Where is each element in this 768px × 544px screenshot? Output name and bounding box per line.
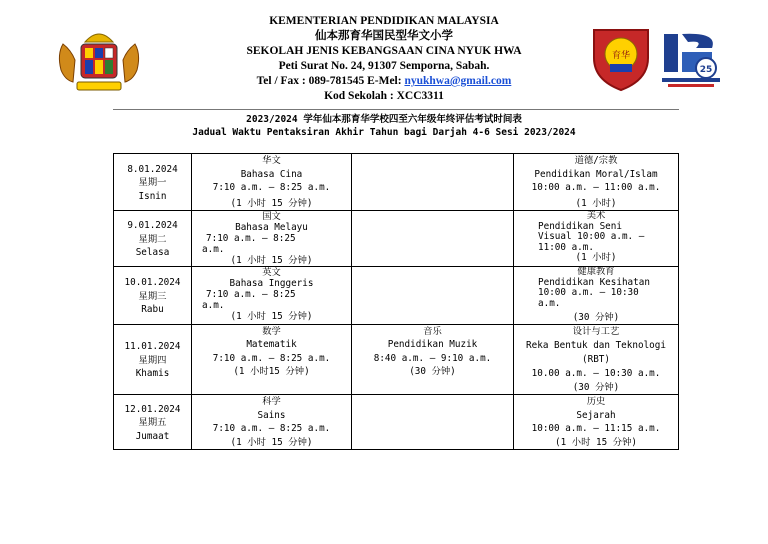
date: 11.01.2024 xyxy=(124,341,181,352)
school-name: SEKOLAH JENIS KEBANGSAAN CINA NYUK HWA xyxy=(246,45,522,57)
session-1-cell xyxy=(192,154,352,211)
day-bm: Rabu xyxy=(141,304,164,315)
subject-name: Bahasa Cina xyxy=(240,168,303,180)
session-3-cell xyxy=(514,395,679,450)
subject-time: 7:10 a.m. – 8:25 a.m. xyxy=(212,352,331,364)
subject-name: Matematik xyxy=(246,339,297,350)
session-1-cell xyxy=(192,211,352,267)
subject-time: 8:40 a.m. – 9:10 a.m. xyxy=(373,352,492,364)
day-cn: 星期二 xyxy=(138,233,167,245)
subject-cn: 科学 xyxy=(262,396,281,407)
subject-cn: 英文 xyxy=(262,267,281,278)
subject-duration: (30 分钟) xyxy=(409,366,456,377)
subject-cn: 美术 xyxy=(586,210,606,221)
subject-time-cont: a.m. xyxy=(202,244,225,255)
session-2-cell xyxy=(352,267,514,325)
subject-cn: 华文 xyxy=(262,155,281,166)
table-row xyxy=(114,395,679,450)
school-name-cn: 仙本那育华国民型华文小学 xyxy=(315,30,453,42)
subject-time-cont: a.m. xyxy=(538,297,561,309)
subject-time: 7:10 a.m. – 8:25 xyxy=(206,233,296,244)
date-cell xyxy=(114,267,192,325)
address: Peti Surat No. 24, 91307 Semporna, Sabah. xyxy=(278,60,490,72)
subject-cn: 健康教育 xyxy=(577,266,615,277)
day-bm: Isnin xyxy=(138,190,167,202)
session-3-cell xyxy=(514,154,679,211)
subject-name-cont: Visual 10:00 a.m. – xyxy=(538,231,645,242)
timetable-title xyxy=(0,113,768,139)
subject-name: Reka Bentuk dan Teknologi xyxy=(526,340,666,351)
email-link[interactable]: nyukhwa@gmail.com xyxy=(404,75,512,87)
day-cn: 星期三 xyxy=(138,290,167,302)
letterhead xyxy=(0,14,768,104)
subject-cn: 数学 xyxy=(262,325,281,337)
date-cell xyxy=(114,154,192,211)
exam-timetable xyxy=(113,153,679,450)
subject-cn: 设计与工艺 xyxy=(572,325,620,337)
subject-cn: 道德/宗教 xyxy=(574,155,618,166)
subject-name-cont: (RBT) xyxy=(582,353,610,365)
table-row xyxy=(114,267,679,325)
ministry-name: KEMENTERIAN PENDIDIKAN MALAYSIA xyxy=(269,15,499,27)
table-row xyxy=(114,324,679,395)
session-2-cell xyxy=(352,154,514,211)
session-3-cell xyxy=(514,267,679,325)
contact-prefix: Tel / Fax : 089-781545 E-Mel: xyxy=(256,75,405,87)
subject-name: Bahasa Inggeris xyxy=(229,278,314,289)
day-cn: 星期五 xyxy=(138,417,167,429)
subject-name: Pendidikan Kesihatan xyxy=(538,276,650,288)
logo-text: 25 xyxy=(699,65,713,75)
subject-duration: (1 小时) xyxy=(575,252,617,263)
day-cn: 星期四 xyxy=(138,354,167,366)
subject-name: Pendidikan Muzik xyxy=(387,339,478,350)
divider xyxy=(113,109,679,110)
subject-duration: (1 小时15 分钟) xyxy=(233,366,310,377)
subject-cn: 音乐 xyxy=(423,325,442,337)
day-bm: Khamis xyxy=(135,368,170,379)
day-bm: Jumaat xyxy=(135,430,170,442)
subject-name: Bahasa Melayu xyxy=(235,222,308,233)
school-code: Kod Sekolah : XCC3311 xyxy=(324,90,444,102)
session-2-cell xyxy=(352,324,514,395)
subject-name: Sejarah xyxy=(576,409,616,421)
contact-line xyxy=(0,74,768,89)
subject-duration: (30 分钟) xyxy=(572,312,620,323)
subject-time: 10:00 a.m. – 11:00 a.m. xyxy=(531,182,661,193)
subject-duration: (30 分钟) xyxy=(572,381,620,393)
session-1-cell xyxy=(192,324,352,395)
subject-cn: 历史 xyxy=(586,396,606,407)
subject-time: 10:00 a.m. – 11:15 a.m. xyxy=(531,423,661,434)
subject-cn: 国文 xyxy=(262,211,281,222)
subject-time: 11:00 a.m. xyxy=(538,241,594,253)
date: 9.01.2024 xyxy=(127,220,178,232)
table-row xyxy=(114,211,679,267)
session-1-cell xyxy=(192,395,352,450)
subject-time: 10:00 a.m. – 10:30 xyxy=(538,287,639,298)
title-cn: 2023/2024 学年仙本那育华学校四至六年级年终评估考试时间表 xyxy=(246,114,522,125)
day-bm: Selasa xyxy=(135,247,170,259)
subject-name: Sains xyxy=(257,409,286,421)
subject-duration: (1 小时 15 分钟) xyxy=(230,197,313,209)
subject-duration: (1 小时 15 分钟) xyxy=(230,436,313,448)
subject-name: Pendidikan Seni xyxy=(538,220,622,232)
title-bm: Jadual Waktu Pentaksiran Akhir Tahun bagi Darjah 4-6 Sesi 2023/2024 xyxy=(192,127,576,138)
date: 10.01.2024 xyxy=(124,277,181,288)
subject-duration: (1 小时) xyxy=(575,197,617,209)
date: 8.01.2024 xyxy=(127,163,178,175)
subject-time: 7:10 a.m. – 8:25 a.m. xyxy=(212,182,331,193)
session-2-cell xyxy=(352,211,514,267)
date-cell xyxy=(114,395,192,450)
day-cn: 星期一 xyxy=(138,177,167,189)
table-row xyxy=(114,154,679,211)
date-cell xyxy=(114,324,192,395)
subject-name: Pendidikan Moral/Islam xyxy=(534,168,658,180)
subject-duration: (1 小时 15 分钟) xyxy=(230,311,313,322)
session-3-cell xyxy=(514,211,679,267)
svg-text:育华: 育华 xyxy=(611,51,631,61)
date-cell xyxy=(114,211,192,267)
subject-time-cont: a.m. xyxy=(202,300,225,311)
session-1-cell xyxy=(192,267,352,325)
subject-duration: (1 小时 15 分钟) xyxy=(555,436,637,448)
subject-time: 10.00 a.m. – 10:30 a.m. xyxy=(531,368,661,379)
session-3-cell xyxy=(514,324,679,395)
subject-time: 7:10 a.m. – 8:25 xyxy=(206,289,296,300)
subject-time: 7:10 a.m. – 8:25 a.m. xyxy=(212,423,331,434)
date: 12.01.2024 xyxy=(124,403,181,415)
session-2-cell xyxy=(352,395,514,450)
subject-duration: (1 小时 15 分钟) xyxy=(230,255,313,266)
